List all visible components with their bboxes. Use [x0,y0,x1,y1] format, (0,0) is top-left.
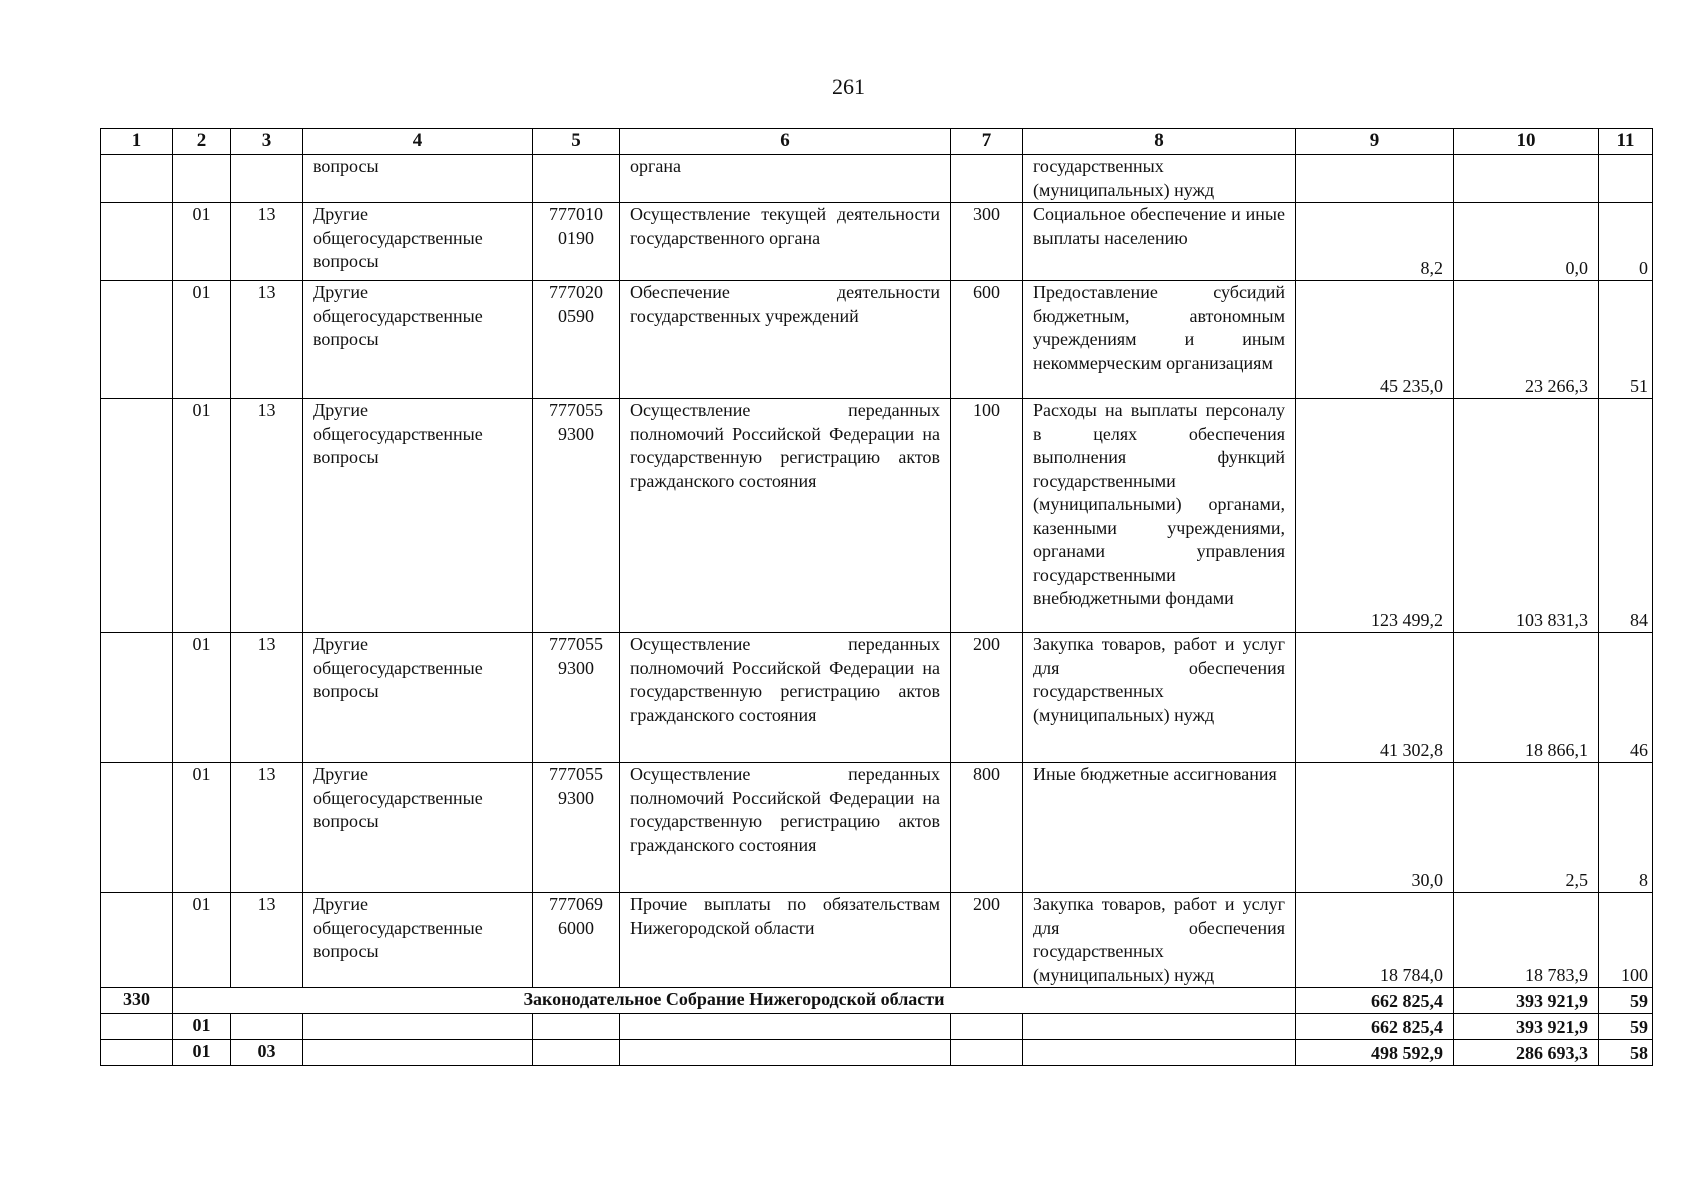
table-row [101,763,1653,893]
table-cell: Прочие выплаты по обязательствам Нижегородской области [620,893,951,988]
summary-value-cell: 662 825,4 [1296,988,1454,1014]
table-cell [1296,155,1454,203]
table-cell: Закупка товаров, работ и услуг для обеспечения государственных (муниципальных) нужд [1023,633,1296,763]
header-cell: 7 [951,129,1023,155]
table-cell [533,155,620,203]
table-cell [1599,155,1653,203]
table-cell: 800 [951,763,1023,893]
table-cell: государственных (муниципальных) нужд [1023,155,1296,203]
table-cell [173,155,231,203]
table-cell: Другие общегосударственные вопросы [303,399,533,633]
table-cell: Обеспечение деятельности государственных учреждений [620,281,951,399]
table-cell: Другие общегосударственные вопросы [303,893,533,988]
table-cell [533,1040,620,1066]
header-cell: 11 [1599,129,1653,155]
table-cell: 200 [951,893,1023,988]
table-cell: вопросы [303,155,533,203]
table-cell: 41 302,8 [1296,633,1454,763]
header-cell: 2 [173,129,231,155]
table-cell: 58 [1599,1040,1653,1066]
table-cell: 84 [1599,399,1653,633]
summary-row [101,988,1653,1014]
table-cell: 23 266,3 [1454,281,1599,399]
table-cell: 123 499,2 [1296,399,1454,633]
table-cell [231,1014,303,1040]
subtotal-row [101,1014,1653,1040]
table-cell: Закупка товаров, работ и услуг для обеспечения государственных (муниципальных) нужд [1023,893,1296,988]
table-cell: 01 [173,1040,231,1066]
table-cell [101,763,173,893]
table-cell [951,155,1023,203]
table-cell: 100 [951,399,1023,633]
table-cell: Расходы на выплаты персоналу в целях обеспечения выполнения функций государственными (муниципальными) органами, казенными учреждениями, органами управления государственными внебюджетными фондами [1023,399,1296,633]
table-cell: 777055 9300 [533,763,620,893]
table-cell: 13 [231,633,303,763]
header-cell: 10 [1454,129,1599,155]
table-cell: Осуществление переданных полномочий Российской Федерации на государственную регистрацию актов гражданского состояния [620,399,951,633]
table-cell: Другие общегосударственные вопросы [303,281,533,399]
table-cell: 662 825,4 [1296,1014,1454,1040]
table-row [101,281,1653,399]
budget-table [100,128,1653,1066]
table-cell: 01 [173,203,231,281]
table-cell: 46 [1599,633,1653,763]
table-row [101,155,1653,203]
table-cell: 777020 0590 [533,281,620,399]
header-cell: 8 [1023,129,1296,155]
table-cell: Другие общегосударственные вопросы [303,633,533,763]
table-cell: Социальное обеспечение и иные выплаты населению [1023,203,1296,281]
table-cell [101,399,173,633]
table-cell: 777055 9300 [533,399,620,633]
table-cell: 13 [231,763,303,893]
table-cell [101,155,173,203]
table-row [101,399,1653,633]
table-cell: Предоставление субсидий бюджетным, автономным учреждениям и иным некоммерческим организациям [1023,281,1296,399]
table-cell: 777055 9300 [533,633,620,763]
page-number: 261 [832,74,865,99]
table-cell [101,1040,173,1066]
table-row [101,633,1653,763]
table-cell [620,1014,951,1040]
table-cell [101,1014,173,1040]
table-cell: 777010 0190 [533,203,620,281]
summary-value-cell: 59 [1599,988,1653,1014]
summary-value-cell: 393 921,9 [1454,988,1599,1014]
table-cell: 45 235,0 [1296,281,1454,399]
table-cell: Другие общегосударственные вопросы [303,203,533,281]
table-cell: Осуществление переданных полномочий Российской Федерации на государственную регистрацию актов гражданского состояния [620,763,951,893]
table-cell: Осуществление текущей деятельности государственного органа [620,203,951,281]
table-cell: 13 [231,281,303,399]
table-cell [303,1040,533,1066]
table-cell: 498 592,9 [1296,1040,1454,1066]
header-cell: 4 [303,129,533,155]
table-cell: 18 783,9 [1454,893,1599,988]
table-cell [1023,1040,1296,1066]
header-cell: 1 [101,129,173,155]
table-cell [101,893,173,988]
table-cell: 286 693,3 [1454,1040,1599,1066]
summary-code-cell: 330 [101,988,173,1014]
header-cell: 5 [533,129,620,155]
table-cell: 777069 6000 [533,893,620,988]
table-cell: 18 866,1 [1454,633,1599,763]
subtotal-row [101,1040,1653,1066]
table-cell: 300 [951,203,1023,281]
table-cell: 01 [173,281,231,399]
table-cell: Иные бюджетные ассигнования [1023,763,1296,893]
table-cell [951,1040,1023,1066]
table-cell: 2,5 [1454,763,1599,893]
table-cell: 01 [173,633,231,763]
table-cell [231,155,303,203]
table-cell: органа [620,155,951,203]
header-cell: 3 [231,129,303,155]
table-cell: 200 [951,633,1023,763]
table-cell: 18 784,0 [1296,893,1454,988]
table-cell: 8,2 [1296,203,1454,281]
table-cell [1454,155,1599,203]
table-cell: 13 [231,203,303,281]
table-cell: Другие общегосударственные вопросы [303,763,533,893]
table-cell [1023,1014,1296,1040]
table-cell [533,1014,620,1040]
table-cell: 8 [1599,763,1653,893]
table-cell [303,1014,533,1040]
table-cell [101,281,173,399]
table-row [101,893,1653,988]
table-cell: 51 [1599,281,1653,399]
table-cell: Осуществление переданных полномочий Российской Федерации на государственную регистрацию актов гражданского состояния [620,633,951,763]
table-cell: 01 [173,399,231,633]
table-row [101,203,1653,281]
table-cell [101,203,173,281]
table-cell: 01 [173,763,231,893]
table-cell: 393 921,9 [1454,1014,1599,1040]
table-cell: 13 [231,893,303,988]
table-cell: 30,0 [1296,763,1454,893]
table-cell [951,1014,1023,1040]
table-cell: 103 831,3 [1454,399,1599,633]
table-cell: 13 [231,399,303,633]
table-cell: 59 [1599,1014,1653,1040]
table-cell: 03 [231,1040,303,1066]
table-cell: 01 [173,1014,231,1040]
table-cell: 01 [173,893,231,988]
table-cell: 600 [951,281,1023,399]
table-cell: 0 [1599,203,1653,281]
table-cell: 100 [1599,893,1653,988]
header-cell: 6 [620,129,951,155]
summary-title-cell: Законодательное Собрание Нижегородской области [173,988,1296,1014]
header-cell: 9 [1296,129,1454,155]
table-cell [101,633,173,763]
table-cell [620,1040,951,1066]
table-cell: 0,0 [1454,203,1599,281]
table-header-row [101,129,1653,155]
